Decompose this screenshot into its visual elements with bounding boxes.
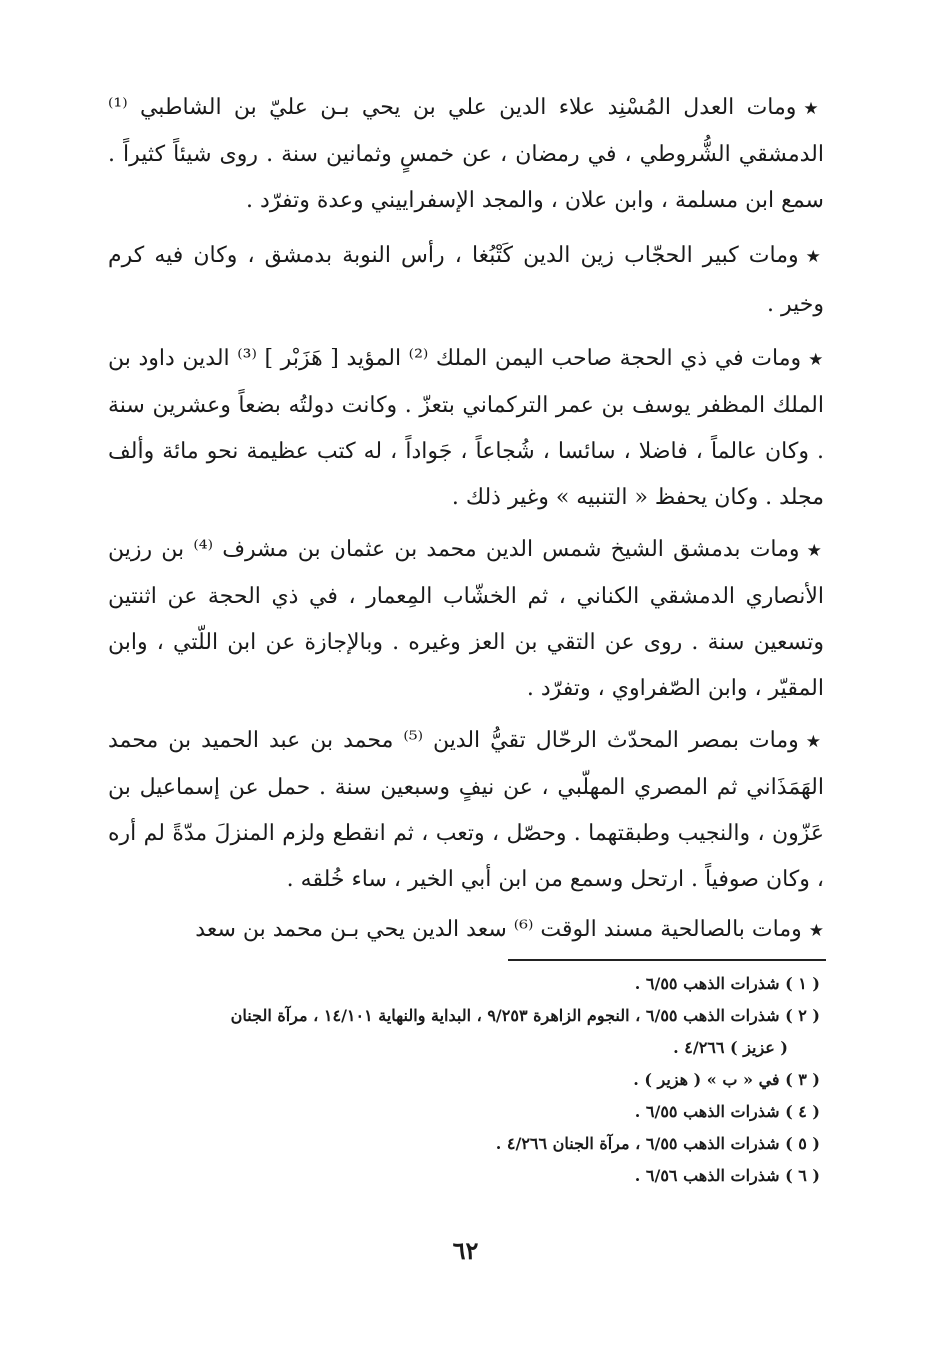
footnote-text: شذرات الذهب ٦/٥٥ . [634, 974, 780, 993]
entry-text-1: ومات العدل المُسْنِد علاء الدين علي بن يحي بـن عليّ بن الشاطبي ⁽¹⁾ الدمشقي الشُّروطي ، في رمضان ، عن خمسٍ وثمانين سنة . روى شيئاً كثيراً . سمع ابن مسلمة ، وابن علان ، والمجد الإسفراييني وعدة وتفرّد . [108, 95, 824, 213]
entry-paragraph-4 [108, 527, 824, 712]
footnote-number: ( ٦ ) [785, 1166, 820, 1185]
entry-paragraph-6 [108, 907, 824, 954]
entry-paragraph-3 [108, 336, 824, 521]
footnote-number: ( ٥ ) [785, 1134, 820, 1153]
star-icon: ★ [806, 541, 824, 561]
star-icon: ★ [808, 921, 824, 941]
entry-paragraph-2 [108, 232, 824, 329]
footnote-text: شذرات الذهب ٦/٥٦ . [634, 1166, 780, 1185]
footnote-text: شذرات الذهب ٦/٥٥ . [634, 1102, 780, 1121]
star-icon: ★ [805, 247, 824, 267]
entry-text-5: ومات بمصر المحدّث الرحّال تقيُّ الدين ⁽⁵⁾ محمد بن عبد الحميد بن محمد الهَمَذَاني ثم المصري المهلّبي ، عن نيفٍ وسبعين سنة . حمل عن إسماعيل بن عَزّون ، والنجيب وطبقتهما . وحصّل ، وتعب ، ثم انقطع ولزم المنزلَ مدّةً لم أره ، وكان صوفياً . ارتحل وسمع من ابن أبي الخير ، ساء خُلقه . [108, 728, 824, 892]
footnote-text: شذرات الذهب ٦/٥٥ ، مرآة الجنان ٤/٢٦٦ . [495, 1134, 780, 1153]
entry-text-3: ومات في ذي الحجة صاحب اليمن الملك ⁽²⁾ المؤيد [ هَزَبْر ] ⁽³⁾ الدين داود بن الملك المظفر يوسف بن عمر التركماني بتعزّ . وكانت دولتُه بضعاً وعشرين سنة . وكان عالماً ، فاضلا ، سائسا ، شُجاعاً ، جَواداً ، له كتب عظيمة نحو مائة وألف مجلد . وكان يحفظ « التنبيه » وغير ذلك . [108, 346, 824, 510]
page-number: ٦٢ [452, 1236, 479, 1265]
footnote-divider [508, 959, 826, 961]
entry-paragraph-1 [108, 85, 824, 224]
footnote-5 [108, 1128, 820, 1160]
footnote-number: ( ١ ) [785, 974, 820, 993]
footnote-number: ( ٣ ) [785, 1070, 820, 1089]
star-icon: ★ [808, 350, 824, 370]
footnote-number: ( ٤ ) [785, 1102, 820, 1121]
footnote-2 [108, 1000, 820, 1032]
footnote-1 [108, 968, 820, 1000]
entry-text-6: ومات بالصالحية مسند الوقت ⁽⁶⁾ سعد الدين يحي بـن محمد بن سعد [195, 917, 802, 942]
entry-paragraph-5 [108, 718, 824, 903]
entry-text-4: ومات بدمشق الشيخ شمس الدين محمد بن عثمان بن مشرف ⁽⁴⁾ بن رزين الأنصاري الدمشقي الكناني ، ثم الخشّاب المِعمار ، في ذي الحجة عن اثنتين وتسعين سنة . روى عن التقي بن العز وغيره . وبالإجازة عن ابن اللّتي ، وابن المقيّر ، وابن الصّفراوي ، وتفرّد . [108, 537, 824, 701]
footnote-6 [108, 1160, 820, 1192]
footnote-4 [108, 1096, 820, 1128]
footnote-2-continuation: ( عزيز ) ٤/٢٦٦ . [673, 1038, 788, 1057]
footnotes [108, 968, 820, 1192]
footnote-3 [108, 1064, 820, 1096]
entry-text-2: ومات كبير الحجّاب زين الدين كَتْبُغا ، رأس النوبة بدمشق ، وكان فيه كرم وخير . [108, 243, 824, 317]
star-icon: ★ [805, 732, 824, 752]
footnote-number: ( ٢ ) [785, 1006, 820, 1025]
footnote-text: شذرات الذهب ٦/٥٥ ، النجوم الزاهرة ٩/٢٥٣ ، البداية والنهاية ١٤/١٠١ ، مرآة الجنان [230, 1006, 780, 1025]
star-icon: ★ [803, 99, 824, 119]
footnote-text: في « ب » ( هزير ) . [633, 1070, 780, 1089]
